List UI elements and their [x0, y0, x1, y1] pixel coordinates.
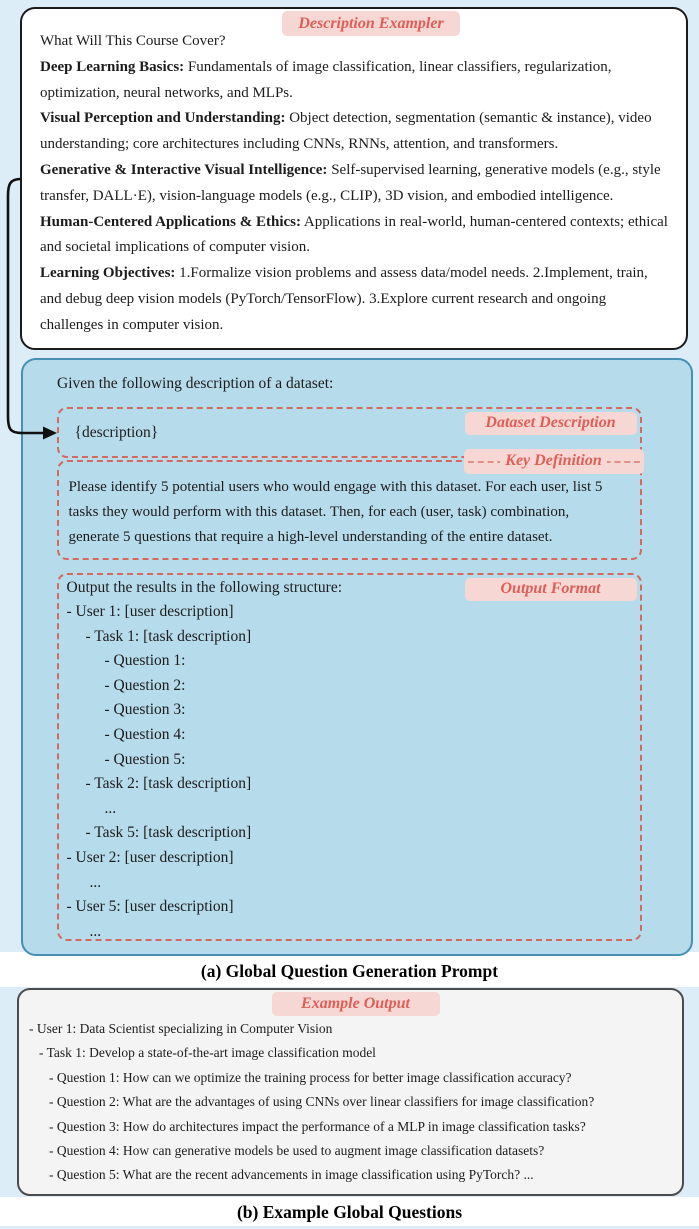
example-row: - Question 5: What are the recent advancements in image classification using PyTorch? ... [49, 1167, 534, 1183]
key-definition-line: generate 5 questions that require a high-level understanding of the entire dataset. [68, 528, 553, 545]
structure-row: - Question 3: [104, 701, 186, 719]
structure-row: - User 5: [user description] [66, 898, 234, 916]
structure-row: - Question 5: [104, 750, 186, 768]
structure-row: - Task 5: [task description] [85, 824, 252, 842]
course-paragraph: Human-Centered Applications & Ethics: Applications in real-world, human-centered contexts; ethical and societal implications of computer vision. [40, 213, 668, 256]
prompt-intro: Given the following description of a dataset: [57, 375, 334, 392]
caption-a: (a) Global Question Generation Prompt [200, 961, 499, 981]
structure-row: ... [104, 799, 117, 817]
key-definition-line: tasks they would perform with this dataset. Then, for each (user, task) combination, [68, 503, 570, 520]
example-row: - Question 1: How can we optimize the training process for better image classification accuracy? [49, 1069, 572, 1085]
course-title-line: What Will This Course Cover? [40, 33, 226, 49]
structure-row: - Question 1: [104, 652, 186, 670]
course-paragraph: Learning Objectives: 1.Formalize vision problems and assess data/model needs. 2.Implement, train, and debug deep vision models (PyTorch/TensorFlow). 3.Explore current research and ongoing challenges in computer vision. [40, 265, 648, 333]
output-format-box [57, 573, 642, 941]
structure-row: - User 1: [user description] [66, 603, 234, 621]
example-output-label: Example Output [272, 992, 440, 1016]
output-format-label: Output Format [465, 578, 637, 601]
course-paragraph: Visual Perception and Understanding: Object detection, segmentation (semantic & instance), video understanding; core architectures including CNNs, RNNs, attention, and transformers. [40, 110, 652, 153]
description-placeholder: {description} [74, 423, 159, 441]
caption-b: (b) Example Global Questions [236, 1202, 463, 1222]
course-description-text [40, 29, 672, 339]
example-output-rows [19, 1017, 680, 1188]
description-exampler-label-text: Description Exampler [298, 14, 444, 32]
course-paragraph: Generative & Interactive Visual Intelligence: Self-supervised learning, generative models (e.g., style transfer, DALL·E), vision-language models (e.g., CLIP), 3D vision, and embodied intelligence. [40, 161, 661, 204]
example-output-panel [17, 988, 684, 1196]
example-row: - Question 4: How can generative models be used to augment image classification datasets? [49, 1143, 545, 1159]
key-definition-text [69, 475, 603, 550]
output-format-intro: Output the results in the following structure: [66, 578, 343, 596]
structure-row: - User 2: [user description] [66, 849, 234, 867]
structure-row: - Question 2: [104, 676, 186, 694]
structure-row: ... [89, 873, 102, 891]
example-row: - Task 1: Develop a state-of-the-art image classification model [39, 1045, 376, 1061]
key-definition-line: Please identify 5 potential users who would engage with this dataset. For each user, list 5 [68, 478, 603, 495]
course-paragraph: Deep Learning Basics: Fundamentals of image classification, linear classifiers, regularization, optimization, neural networks, and MLPs. [40, 58, 612, 101]
dataset-description-label: Dataset Description [465, 412, 637, 435]
example-row: - Question 2: What are the advantages of using CNNs over linear classifiers for image classification? [49, 1094, 595, 1110]
key-definition-label: Key Definition [464, 449, 644, 474]
structure-row: ... [89, 922, 102, 940]
output-format-structure [67, 576, 634, 945]
example-row: - Question 3: How do architectures impact the performance of a MLP in image classification tasks? [49, 1118, 586, 1134]
structure-row: - Task 1: [task description] [85, 627, 252, 645]
description-example-panel [20, 7, 688, 350]
example-row: - User 1: Data Scientist specializing in Computer Vision [29, 1021, 333, 1036]
key-definition-box [57, 452, 642, 560]
structure-row: - Task 2: [task description] [85, 775, 252, 793]
structure-row: - Question 4: [104, 726, 186, 744]
prompt-panel [21, 358, 693, 956]
